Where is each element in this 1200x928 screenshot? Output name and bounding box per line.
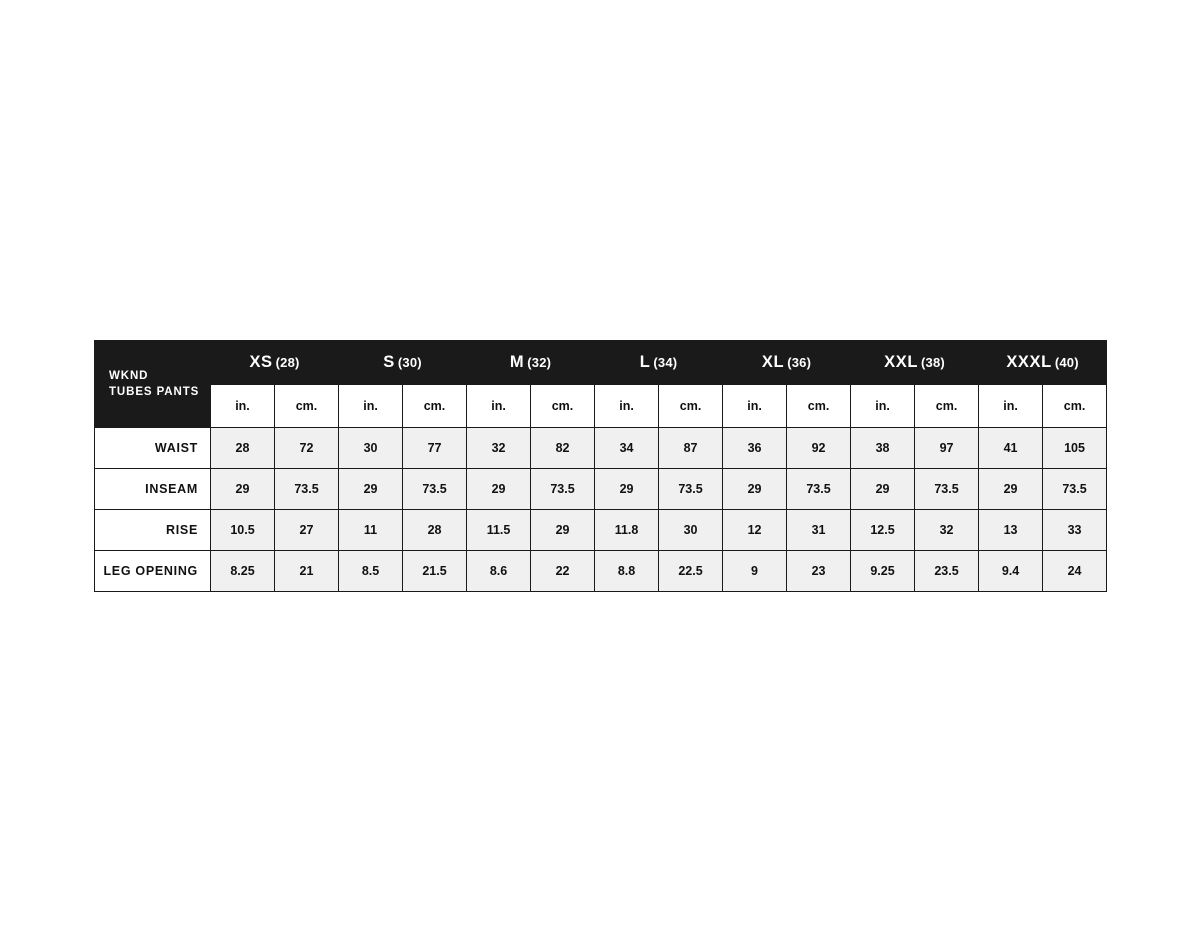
unit-in-xxl: in. [851, 385, 915, 428]
cell-leg-opening-l-in: 8.8 [595, 551, 659, 592]
size-numeric-xxl: (38) [921, 355, 945, 370]
size-label-xxl: XXL [884, 353, 919, 371]
row-label-rise: RISE [95, 510, 211, 551]
cell-rise-m-in: 11.5 [467, 510, 531, 551]
size-label-s: S [383, 353, 395, 371]
cell-waist-xl-in: 36 [723, 428, 787, 469]
size-header-l [595, 341, 723, 385]
size-header-xxxl [979, 341, 1107, 385]
unit-cm-xxl: cm. [915, 385, 979, 428]
row-label-leg-opening: LEG OPENING [95, 551, 211, 592]
unit-cm-l: cm. [659, 385, 723, 428]
cell-inseam-xs-in: 29 [211, 469, 275, 510]
size-numeric-xs: (28) [275, 355, 300, 370]
cell-waist-s-cm: 77 [403, 428, 467, 469]
unit-in-s: in. [339, 385, 403, 428]
cell-leg-opening-s-in: 8.5 [339, 551, 403, 592]
cell-inseam-l-in: 29 [595, 469, 659, 510]
brand-line-1: WKND [109, 370, 149, 382]
cell-rise-m-cm: 29 [531, 510, 595, 551]
size-numeric-xl: (36) [787, 355, 812, 370]
brand-line-2: TUBES PANTS [109, 386, 200, 398]
cell-rise-l-in: 11.8 [595, 510, 659, 551]
cell-leg-opening-l-cm: 22.5 [659, 551, 723, 592]
cell-inseam-m-in: 29 [467, 469, 531, 510]
row-label-waist: WAIST [95, 428, 211, 469]
cell-waist-xxl-cm: 97 [915, 428, 979, 469]
size-header-m [467, 341, 595, 385]
size-numeric-xxxl: (40) [1054, 355, 1079, 370]
cell-inseam-l-cm: 73.5 [659, 469, 723, 510]
unit-cm-xs: cm. [275, 385, 339, 428]
size-label-m: M [509, 353, 525, 371]
cell-leg-opening-xxxl-cm: 24 [1043, 551, 1107, 592]
cell-waist-m-in: 32 [467, 428, 531, 469]
table-row [95, 469, 1107, 510]
cell-rise-xs-cm: 27 [275, 510, 339, 551]
size-label-xxxl: XXXL [1006, 353, 1052, 371]
unit-cm-xxxl: cm. [1043, 385, 1107, 428]
size-header-xxl [851, 341, 979, 385]
size-chart-container [94, 340, 1106, 592]
cell-rise-s-in: 11 [339, 510, 403, 551]
cell-waist-xxxl-in: 41 [979, 428, 1043, 469]
cell-leg-opening-xs-cm: 21 [275, 551, 339, 592]
unit-header-row [95, 385, 1107, 428]
size-numeric-l: (34) [653, 355, 678, 370]
brand-cell [95, 341, 211, 428]
cell-waist-xs-cm: 72 [275, 428, 339, 469]
cell-waist-l-cm: 87 [659, 428, 723, 469]
table-row [95, 428, 1107, 469]
cell-inseam-s-cm: 73.5 [403, 469, 467, 510]
size-header-s [339, 341, 467, 385]
unit-in-l: in. [595, 385, 659, 428]
cell-waist-l-in: 34 [595, 428, 659, 469]
row-label-inseam: INSEAM [95, 469, 211, 510]
size-numeric-m: (32) [527, 355, 552, 370]
cell-inseam-xl-in: 29 [723, 469, 787, 510]
cell-waist-s-in: 30 [339, 428, 403, 469]
cell-inseam-xl-cm: 73.5 [787, 469, 851, 510]
cell-waist-xs-in: 28 [211, 428, 275, 469]
cell-rise-xxxl-cm: 33 [1043, 510, 1107, 551]
cell-rise-xl-in: 12 [723, 510, 787, 551]
unit-in-xs: in. [211, 385, 275, 428]
cell-leg-opening-xxl-in: 9.25 [851, 551, 915, 592]
size-header-xs [211, 341, 339, 385]
cell-leg-opening-xs-in: 8.25 [211, 551, 275, 592]
cell-rise-xxl-in: 12.5 [851, 510, 915, 551]
unit-in-xl: in. [723, 385, 787, 428]
unit-cm-s: cm. [403, 385, 467, 428]
size-label-xl: XL [761, 353, 785, 371]
cell-inseam-s-in: 29 [339, 469, 403, 510]
cell-inseam-xxl-in: 29 [851, 469, 915, 510]
cell-waist-xl-cm: 92 [787, 428, 851, 469]
cell-rise-xxxl-in: 13 [979, 510, 1043, 551]
size-label-xs: XS [249, 353, 273, 371]
cell-leg-opening-s-cm: 21.5 [403, 551, 467, 592]
cell-inseam-xs-cm: 73.5 [275, 469, 339, 510]
table-row [95, 551, 1107, 592]
cell-leg-opening-m-cm: 22 [531, 551, 595, 592]
cell-leg-opening-xl-in: 9 [723, 551, 787, 592]
size-label-l: L [639, 353, 651, 371]
table-row [95, 510, 1107, 551]
cell-waist-xxxl-cm: 105 [1043, 428, 1107, 469]
cell-rise-s-cm: 28 [403, 510, 467, 551]
cell-inseam-xxxl-in: 29 [979, 469, 1043, 510]
size-header-xl [723, 341, 851, 385]
cell-rise-xxl-cm: 32 [915, 510, 979, 551]
cell-leg-opening-m-in: 8.6 [467, 551, 531, 592]
cell-rise-l-cm: 30 [659, 510, 723, 551]
cell-leg-opening-xl-cm: 23 [787, 551, 851, 592]
size-header-row [95, 341, 1107, 385]
cell-waist-xxl-in: 38 [851, 428, 915, 469]
cell-leg-opening-xxxl-in: 9.4 [979, 551, 1043, 592]
size-chart-table [94, 340, 1107, 592]
unit-in-m: in. [467, 385, 531, 428]
cell-leg-opening-xxl-cm: 23.5 [915, 551, 979, 592]
unit-cm-xl: cm. [787, 385, 851, 428]
cell-rise-xs-in: 10.5 [211, 510, 275, 551]
size-numeric-s: (30) [397, 355, 422, 370]
cell-waist-m-cm: 82 [531, 428, 595, 469]
unit-in-xxxl: in. [979, 385, 1043, 428]
cell-inseam-xxl-cm: 73.5 [915, 469, 979, 510]
unit-cm-m: cm. [531, 385, 595, 428]
cell-inseam-m-cm: 73.5 [531, 469, 595, 510]
cell-inseam-xxxl-cm: 73.5 [1043, 469, 1107, 510]
cell-rise-xl-cm: 31 [787, 510, 851, 551]
